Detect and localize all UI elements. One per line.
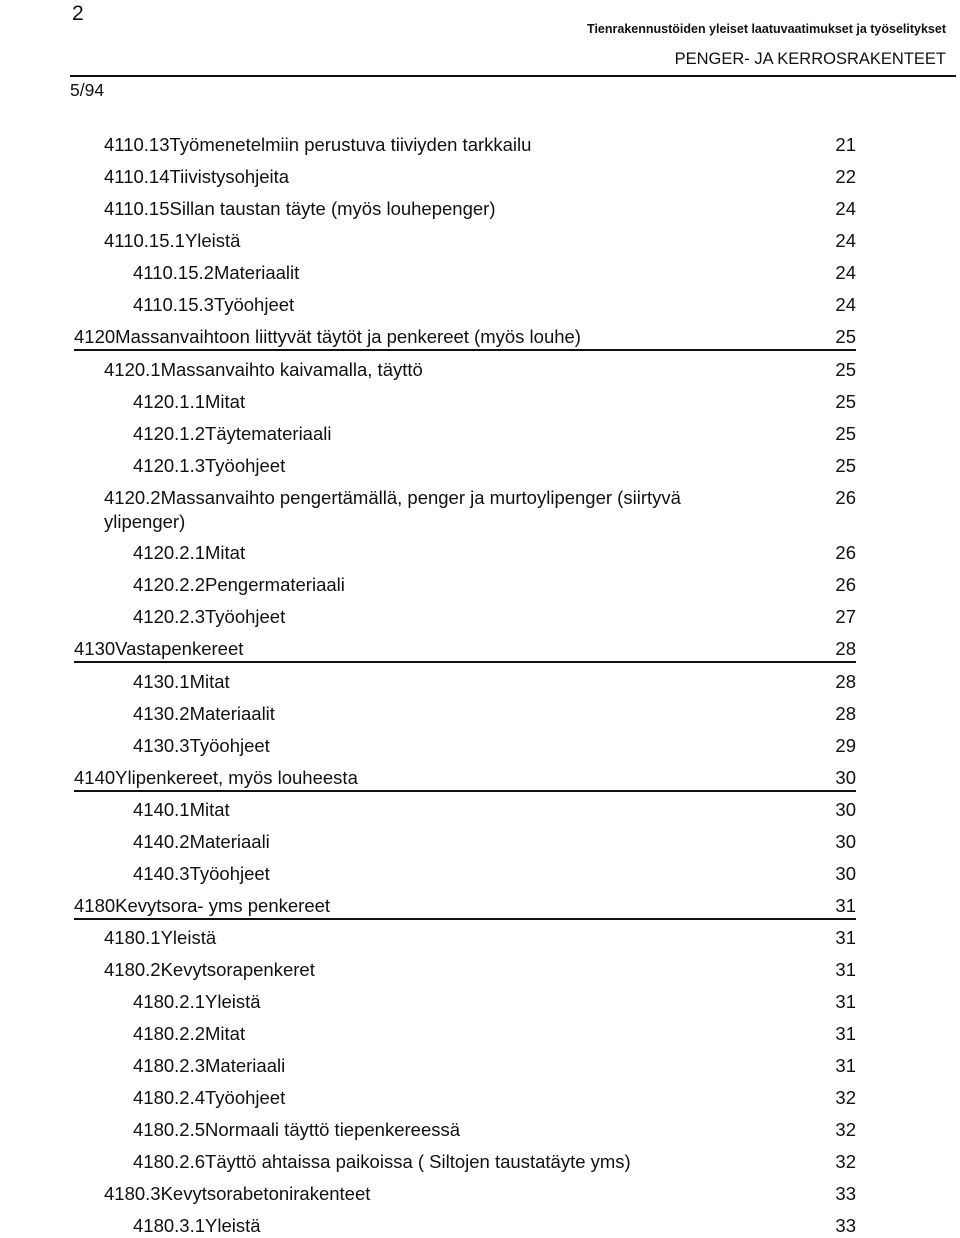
toc-entry-number: 4180.2.2	[133, 1023, 206, 1044]
toc-entry-number: 4180.2.4	[133, 1087, 206, 1108]
toc-entry	[104, 486, 856, 534]
toc-entry-number: 4120.2.3	[133, 606, 206, 627]
toc-entry-title: Työohjeet	[189, 735, 270, 756]
toc-entry-page: 28	[835, 671, 856, 692]
toc-entry-title: Kevytsorabetonirakenteet	[160, 1183, 371, 1204]
toc-entry-title: Materiaalit	[213, 262, 300, 283]
toc-entry-title: Tiivistysohjeita	[169, 166, 290, 187]
toc-entry	[133, 1054, 856, 1078]
toc-entry	[133, 1118, 856, 1142]
toc-entry-page: 33	[835, 1183, 856, 1204]
toc-entry-page: 32	[835, 1119, 856, 1140]
toc-entry-title: Materiaali	[189, 831, 270, 852]
toc-entry	[104, 229, 856, 253]
toc-entry-number: 4130.1	[133, 671, 190, 692]
section-title: PENGER- JA KERROSRAKENTEET	[674, 50, 946, 68]
toc-entry	[133, 1022, 856, 1046]
toc-entry-page: 30	[835, 863, 856, 884]
toc-entry	[133, 670, 856, 694]
toc-entry-page: 24	[835, 294, 856, 315]
toc-entry-title: Mitat	[205, 391, 246, 412]
toc-entry	[133, 573, 856, 597]
toc-entry-title: Yleistä	[205, 1215, 261, 1236]
toc-entry-page: 31	[835, 959, 856, 980]
toc-entry	[133, 1086, 856, 1110]
toc-entry-page: 25	[835, 359, 856, 380]
toc-entry-page: 31	[835, 991, 856, 1012]
toc-entry-page: 27	[835, 606, 856, 627]
toc-entry-number: 4120.1.3	[133, 455, 206, 476]
toc-entry	[133, 1150, 856, 1174]
toc-entry	[133, 798, 856, 822]
toc-entry	[133, 390, 856, 414]
toc-entry-number: 4180.2	[104, 959, 161, 980]
toc-entry-number: 4180.1	[104, 927, 161, 948]
toc-entry-number: 4130	[74, 638, 116, 659]
toc-entry-page: 26	[835, 574, 856, 595]
toc-entry-page: 28	[835, 638, 856, 659]
toc-entry-title: Yleistä	[160, 927, 217, 948]
toc-entry-page: 24	[835, 262, 856, 283]
toc-entry-number: 4140.2	[133, 831, 190, 852]
toc-entry-title: Massanvaihto kaivamalla, täyttö	[160, 359, 423, 380]
toc-entry-page: 25	[835, 455, 856, 476]
toc-entry-title: Sillan taustan täyte (myös louhepenger)	[169, 198, 496, 219]
toc-entry-page: 24	[835, 198, 856, 219]
toc-entry-number: 4110.15.3	[133, 294, 214, 315]
toc-entry-title: Vastapenkereet	[115, 638, 244, 659]
toc-entry-page: 25	[835, 391, 856, 412]
toc-entry-page: 26	[835, 542, 856, 563]
toc-entry-title: Yleistä	[205, 991, 261, 1012]
toc-entry-number: 4120.2.2	[133, 574, 206, 595]
page-number: 2	[72, 2, 84, 25]
toc-entry-number: 4180.2.6	[133, 1151, 206, 1172]
toc-entry-number: 4130.2	[133, 703, 190, 724]
toc-entry-number: 4110.15.2	[133, 262, 214, 283]
toc-entry-title: Työohjeet	[189, 863, 270, 884]
toc-entry-title: Täyttö ahtaissa paikoissa ( Siltojen taustatäyte yms)	[205, 1151, 631, 1172]
toc-entry-page: 28	[835, 703, 856, 724]
toc-entry-number: 4110.15	[104, 198, 170, 219]
toc-entry-page: 32	[835, 1151, 856, 1172]
toc-entry-page: 29	[835, 735, 856, 756]
toc-entry-page: 30	[835, 767, 856, 788]
toc-entry	[104, 133, 856, 157]
toc-entry-number: 4180.3	[104, 1183, 161, 1204]
toc-entry-title: Täytemateriaali	[205, 423, 332, 444]
toc-entry-number: 4110.14	[104, 166, 170, 187]
toc-entry	[104, 197, 856, 221]
toc-entry-title: Normaali täyttö tiepenkereessä	[205, 1119, 461, 1140]
toc-entry-page: 30	[835, 799, 856, 820]
toc-entry	[133, 1214, 856, 1238]
toc-entry-number: 4180.2.1	[133, 991, 206, 1012]
toc-entry-title: Materiaali	[205, 1055, 286, 1076]
toc-entry	[133, 605, 856, 629]
toc-entry	[133, 454, 856, 478]
toc-entry	[133, 541, 856, 565]
toc-entry-number: 4180.3.1	[133, 1215, 206, 1236]
toc-entry-page: 33	[835, 1215, 856, 1236]
toc-entry	[104, 926, 856, 950]
toc-entry-page: 25	[835, 326, 856, 347]
toc-entry-page: 21	[835, 134, 856, 155]
document-title: Tienrakennustöiden yleiset laatuvaatimukset ja työselitykset	[587, 22, 946, 36]
toc-entry-title: Yleistä	[184, 230, 241, 251]
toc-entry-title: Mitat	[189, 799, 230, 820]
toc-entry-title: Massanvaihto pengertämällä, penger ja murtoylipenger (siirtyvä	[160, 487, 681, 508]
toc-entry-title: Pengermateriaali	[205, 574, 345, 595]
toc-entry-title: Työohjeet	[205, 455, 286, 476]
toc-entry-number: 4140.3	[133, 863, 190, 884]
toc-entry-number: 4180.2.3	[133, 1055, 206, 1076]
toc-entry	[74, 894, 856, 920]
toc-entry	[133, 990, 856, 1014]
toc-entry-page: 22	[835, 166, 856, 187]
toc-entry	[74, 637, 856, 663]
toc-entry-page: 26	[835, 487, 856, 508]
toc-entry-number: 4120.1.2	[133, 423, 206, 444]
toc-entry-number: 4110.15.1	[104, 230, 185, 251]
toc-entry-title: Massanvaihtoon liittyvät täytöt ja penkereet (myös louhe)	[115, 326, 581, 347]
toc-entry	[104, 1182, 856, 1206]
toc-entry-title: Työohjeet	[205, 606, 286, 627]
toc-entry-title: Työohjeet	[205, 1087, 286, 1108]
toc-entry-title: Mitat	[205, 542, 246, 563]
toc-entry-title: Materiaalit	[189, 703, 275, 724]
toc-entry-title-continued: ylipenger)	[104, 511, 186, 532]
toc-entry-title: Mitat	[189, 671, 230, 692]
toc-entry-number: 4180	[74, 895, 116, 916]
toc-entry	[133, 862, 856, 886]
toc-entry-number: 4120.2	[104, 487, 161, 508]
toc-entry-number: 4140.1	[133, 799, 190, 820]
toc-entry-number: 4120.1	[104, 359, 161, 380]
toc-entry-number: 4120	[74, 326, 116, 347]
toc-entry	[104, 165, 856, 189]
toc-entry	[74, 325, 856, 351]
toc-entry	[133, 293, 856, 317]
toc-entry-page: 25	[835, 423, 856, 444]
toc-entry-number: 4180.2.5	[133, 1119, 206, 1140]
toc-entry	[104, 958, 856, 982]
toc-entry-title: Ylipenkereet, myös louheesta	[115, 767, 358, 788]
toc-entry-wrap	[104, 486, 830, 534]
toc-entry	[133, 734, 856, 758]
toc-entry	[133, 422, 856, 446]
toc-entry-page: 32	[835, 1087, 856, 1108]
toc-entry-title: Työohjeet	[213, 294, 295, 315]
toc-entry-number: 4120.2.1	[133, 542, 206, 563]
toc-entry	[104, 358, 856, 382]
toc-entry	[74, 766, 856, 792]
toc-entry-number: 4110.13	[104, 134, 170, 155]
toc-entry-page: 31	[835, 927, 856, 948]
toc-entry	[133, 702, 856, 726]
toc-entry-page: 31	[835, 1055, 856, 1076]
toc-entry-page: 24	[835, 230, 856, 251]
toc-entry-page: 31	[835, 895, 856, 916]
toc-entry	[133, 261, 856, 285]
toc-entry	[133, 830, 856, 854]
toc-entry-title: Mitat	[205, 1023, 246, 1044]
toc-entry-title: Kevytsora- yms penkereet	[115, 895, 331, 916]
toc-entry-title: Kevytsorapenkeret	[160, 959, 315, 980]
toc-entry-number: 4120.1.1	[133, 391, 206, 412]
toc-entry-number: 4140	[74, 767, 116, 788]
toc-entry-number: 4130.3	[133, 735, 190, 756]
toc-entry-page: 31	[835, 1023, 856, 1044]
toc-entry-page: 30	[835, 831, 856, 852]
edition-label: 5/94	[70, 80, 105, 100]
toc-entry-title: Työmenetelmiin perustuva tiiviyden tarkkailu	[169, 134, 532, 155]
